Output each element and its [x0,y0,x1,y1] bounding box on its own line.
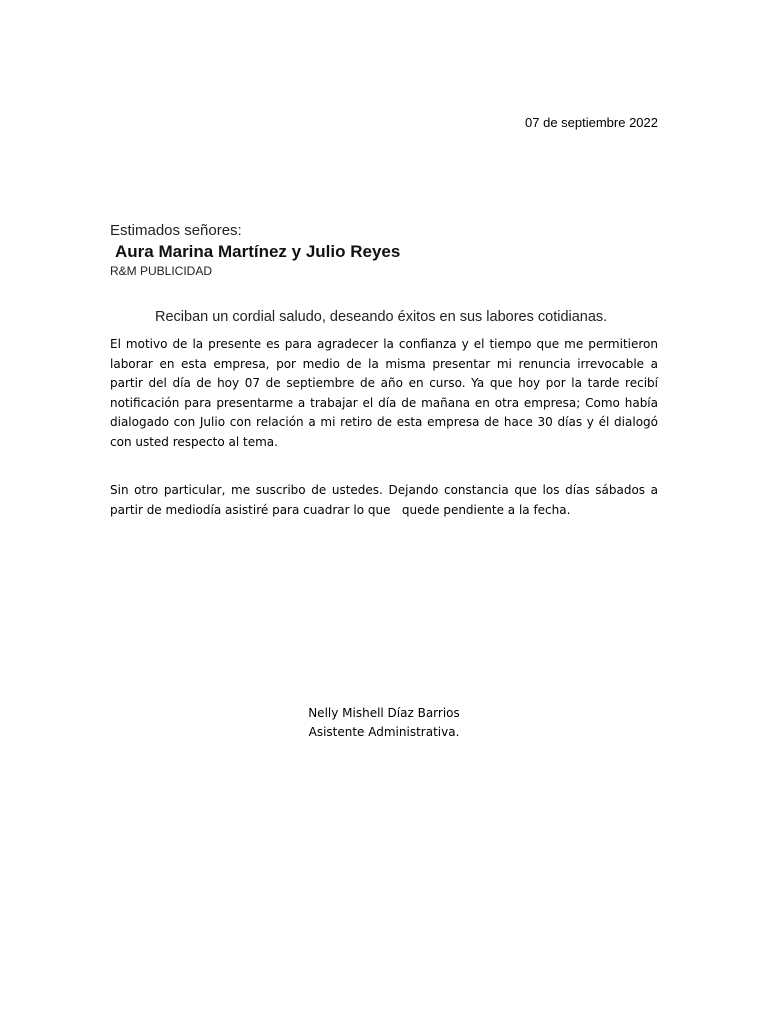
salutation-line: Reciban un cordial saludo, deseando éxitos en sus labores cotidianas. [155,309,608,325]
body-paragraph-resignation: El motivo de la presente es para agradecer la confianza y el tiempo que me permitieron laborar en esta empresa, por medio de la misma presentar mi renuncia irrevocable a partir del día de hoy 07 de septiembre de año en curso. Ya que hoy por la tarde recibí notificación para presentarme a trabajar el día de mañana en otra empresa; Como había dialogado con Julio con relación a mi retiro de esta empresa de hace 30 días y él dialogó con usted respecto al tema. [110,337,658,449]
greeting-line: Estimados señores: [110,222,242,239]
signer-title: Asistente Administrativa. [308,725,460,739]
company-name: R&M PUBLICIDAD [110,264,213,278]
recipients-name: Aura Marina Martínez y Julio Reyes [115,242,401,261]
body-paragraph-closing: Sin otro particular, me suscribo de ustedes. Dejando constancia que los días sábados a partir de mediodía asistiré para cuadrar lo que quede pendiente a la fecha. [110,483,662,517]
signature-block [210,704,558,742]
signer-name: Nelly Mishell Díaz Barrios [308,706,460,720]
letter-date: 07 de septiembre 2022 [525,115,658,130]
